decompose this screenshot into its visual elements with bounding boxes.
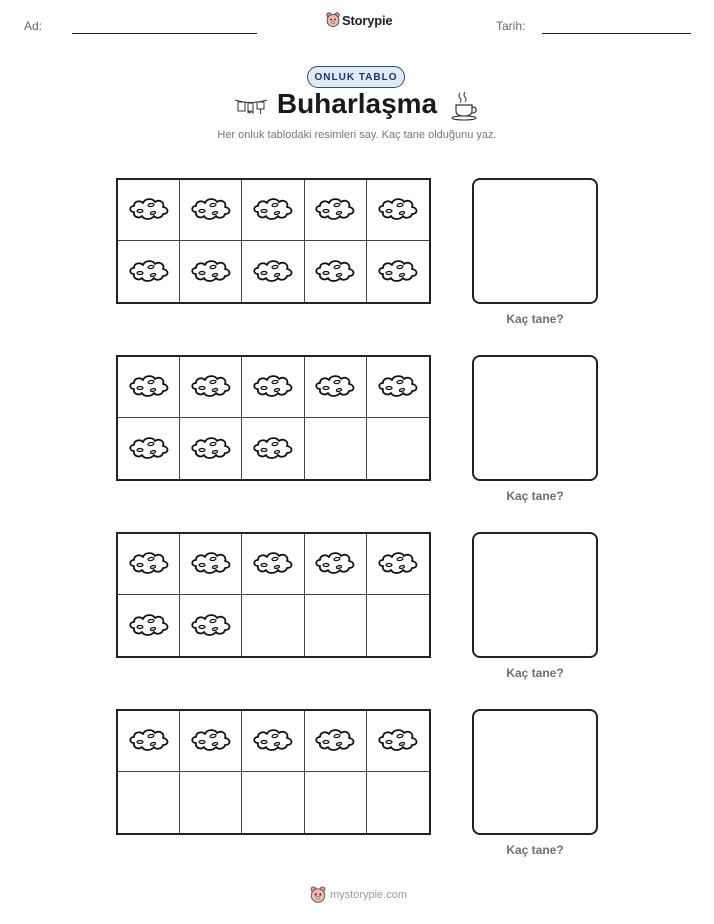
- ten-frame-cell: [118, 180, 180, 241]
- ten-frame-cell: [180, 357, 242, 418]
- cloud-puddle-icon: [190, 551, 232, 577]
- ten-frame-cell: [118, 711, 180, 772]
- ten-frame-cell: [367, 534, 429, 595]
- ten-frame-cell: [305, 595, 367, 656]
- answer-box-4[interactable]: [472, 709, 598, 835]
- steaming-cup-icon: [451, 91, 479, 121]
- ten-frame-cell: [118, 595, 180, 656]
- cloud-puddle-icon: [314, 197, 356, 223]
- ten-frame-cell: [242, 595, 304, 656]
- name-line[interactable]: [72, 33, 257, 34]
- answer-label-4: Kaç tane?: [506, 843, 564, 857]
- ten-frame-cell: [305, 534, 367, 595]
- bear-mascot-icon: [326, 12, 340, 28]
- ten-frame-cell: [367, 772, 429, 833]
- cloud-puddle-icon: [377, 197, 419, 223]
- bear-mascot-icon: [310, 886, 326, 904]
- cloud-puddle-icon: [252, 374, 294, 400]
- date-label: Tarih:: [496, 19, 526, 33]
- answer-label-1: Kaç tane?: [506, 312, 564, 326]
- answer-box-3[interactable]: [472, 532, 598, 658]
- cloud-puddle-icon: [314, 551, 356, 577]
- ten-frame-cell: [242, 711, 304, 772]
- ten-frame-cell: [305, 418, 367, 479]
- ten-frame-cell: [118, 534, 180, 595]
- answer-label-2: Kaç tane?: [506, 489, 564, 503]
- ten-frame-cell: [242, 357, 304, 418]
- ten-frame-cell: [305, 357, 367, 418]
- ten-frame-cell: [180, 418, 242, 479]
- cloud-puddle-icon: [128, 728, 170, 754]
- ten-frame-cell: [367, 595, 429, 656]
- cloud-puddle-icon: [377, 374, 419, 400]
- ten-frame-cell: [180, 772, 242, 833]
- ten-frame-cell: [242, 534, 304, 595]
- ten-frame-cell: [367, 711, 429, 772]
- ten-frame-cell: [118, 772, 180, 833]
- cloud-puddle-icon: [190, 197, 232, 223]
- ten-frame-cell: [367, 180, 429, 241]
- cloud-puddle-icon: [377, 259, 419, 285]
- cloud-puddle-icon: [252, 551, 294, 577]
- cloud-puddle-icon: [314, 728, 356, 754]
- ten-frame-cell: [367, 241, 429, 302]
- ten-frame-cell: [180, 595, 242, 656]
- ten-frame-cell: [118, 357, 180, 418]
- cloud-puddle-icon: [128, 436, 170, 462]
- cloud-puddle-icon: [128, 551, 170, 577]
- ten-frame-4: [116, 709, 431, 835]
- ten-frame-cell: [242, 180, 304, 241]
- footer-url: mystorypie.com: [330, 889, 408, 901]
- cloud-puddle-icon: [190, 259, 232, 285]
- date-line[interactable]: [542, 33, 691, 34]
- cloud-puddle-icon: [377, 728, 419, 754]
- ten-frame-cell: [305, 241, 367, 302]
- brand-name: Storypie: [342, 12, 393, 28]
- answer-box-1[interactable]: [472, 178, 598, 304]
- ten-frame-2: [116, 355, 431, 481]
- footer: [310, 886, 407, 904]
- instructions: Her onluk tablodaki resimleri say. Kaç tane olduğunu yaz.: [217, 129, 497, 141]
- ten-frame-cell: [367, 357, 429, 418]
- cloud-puddle-icon: [190, 436, 232, 462]
- cloud-puddle-icon: [377, 551, 419, 577]
- ten-frame-cell: [180, 534, 242, 595]
- brand-logo: [326, 12, 392, 28]
- cloud-puddle-icon: [252, 436, 294, 462]
- ten-frame-cell: [118, 418, 180, 479]
- cloud-puddle-icon: [252, 728, 294, 754]
- ten-frame-cell: [180, 241, 242, 302]
- ten-frame-cell: [305, 711, 367, 772]
- cloud-puddle-icon: [190, 728, 232, 754]
- cloud-puddle-icon: [128, 374, 170, 400]
- ten-frame-cell: [242, 418, 304, 479]
- ten-frame-3: [116, 532, 431, 658]
- answer-label-3: Kaç tane?: [506, 666, 564, 680]
- ten-frame-cell: [367, 418, 429, 479]
- ten-frame-cell: [180, 180, 242, 241]
- ten-frame-cell: [118, 241, 180, 302]
- cloud-puddle-icon: [190, 374, 232, 400]
- cloud-puddle-icon: [128, 613, 170, 639]
- worksheet-type-badge: ONLUK TABLO: [307, 66, 405, 88]
- cloud-puddle-icon: [190, 613, 232, 639]
- ten-frame-cell: [242, 241, 304, 302]
- cloud-puddle-icon: [314, 259, 356, 285]
- cloud-puddle-icon: [252, 197, 294, 223]
- ten-frame-cell: [305, 180, 367, 241]
- name-label: Ad:: [24, 19, 43, 33]
- page-title: Buharlaşma: [276, 88, 438, 119]
- answer-box-2[interactable]: [472, 355, 598, 481]
- ten-frame-1: [116, 178, 431, 304]
- ten-frame-cell: [180, 711, 242, 772]
- cloud-puddle-icon: [128, 197, 170, 223]
- ten-frame-cell: [305, 772, 367, 833]
- ten-frame-cell: [242, 772, 304, 833]
- cloud-puddle-icon: [128, 259, 170, 285]
- cloud-puddle-icon: [314, 374, 356, 400]
- cloud-puddle-icon: [252, 259, 294, 285]
